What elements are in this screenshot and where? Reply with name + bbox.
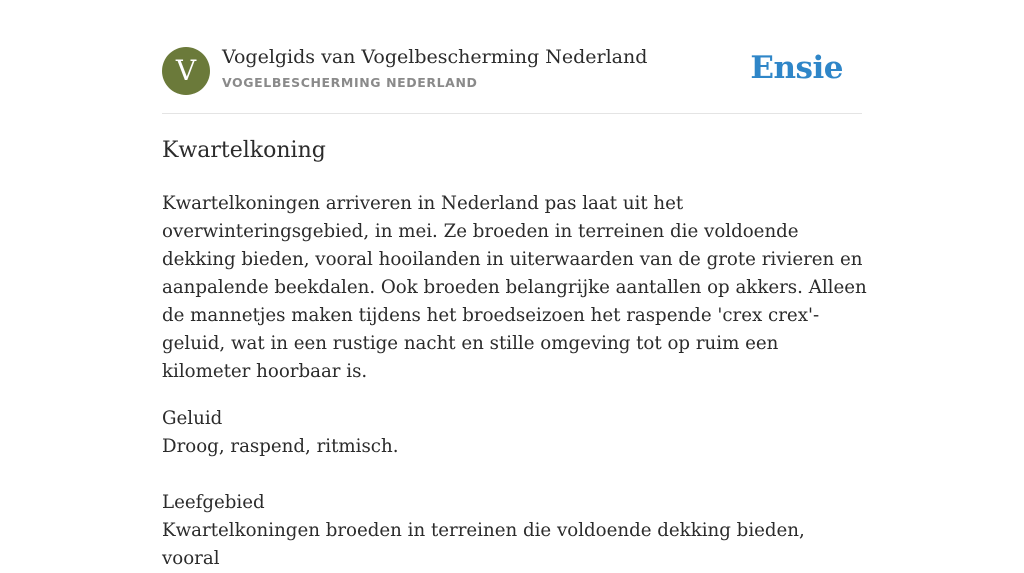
entry-header (162, 0, 862, 114)
entry-title: Kwartelkoning (162, 138, 326, 163)
section-text: Kwartelkoningen broeden in terreinen die voldoende dekking bieden, vooral (162, 520, 805, 569)
section-spacer (162, 461, 868, 489)
publisher-name[interactable]: VOGELBESCHERMING NEDERLAND (222, 75, 478, 90)
section-text: Droog, raspend, ritmisch. (162, 436, 399, 457)
section-geluid (162, 405, 868, 461)
section-label: Leefgebied (162, 492, 265, 513)
entry-body (162, 190, 868, 573)
entry-paragraph: Kwartelkoningen arriveren in Nederland pas laat uit het overwinteringsgebied, in mei. Ze broeden in terreinen die voldoende dekking bieden, vooral hooilanden in uiterwaarden van de grote rivieren en aanpalende beekdalen. Ook broeden belangrijke aantallen op akkers. Alleen de mannetjes maken tijdens het broedseizoen het raspende 'crex crex'-geluid, wat in een rustige nacht en stille omgeving tot op ruim een kilometer hoorbaar is. (162, 193, 867, 382)
source-title[interactable]: Vogelgids van Vogelbescherming Nederland (222, 46, 648, 68)
ensie-logo[interactable]: Ensie (750, 50, 843, 86)
entry-card (162, 0, 867, 569)
section-leefgebied (162, 489, 868, 573)
section-label: Geluid (162, 408, 223, 429)
publisher-avatar[interactable]: V (162, 47, 210, 95)
